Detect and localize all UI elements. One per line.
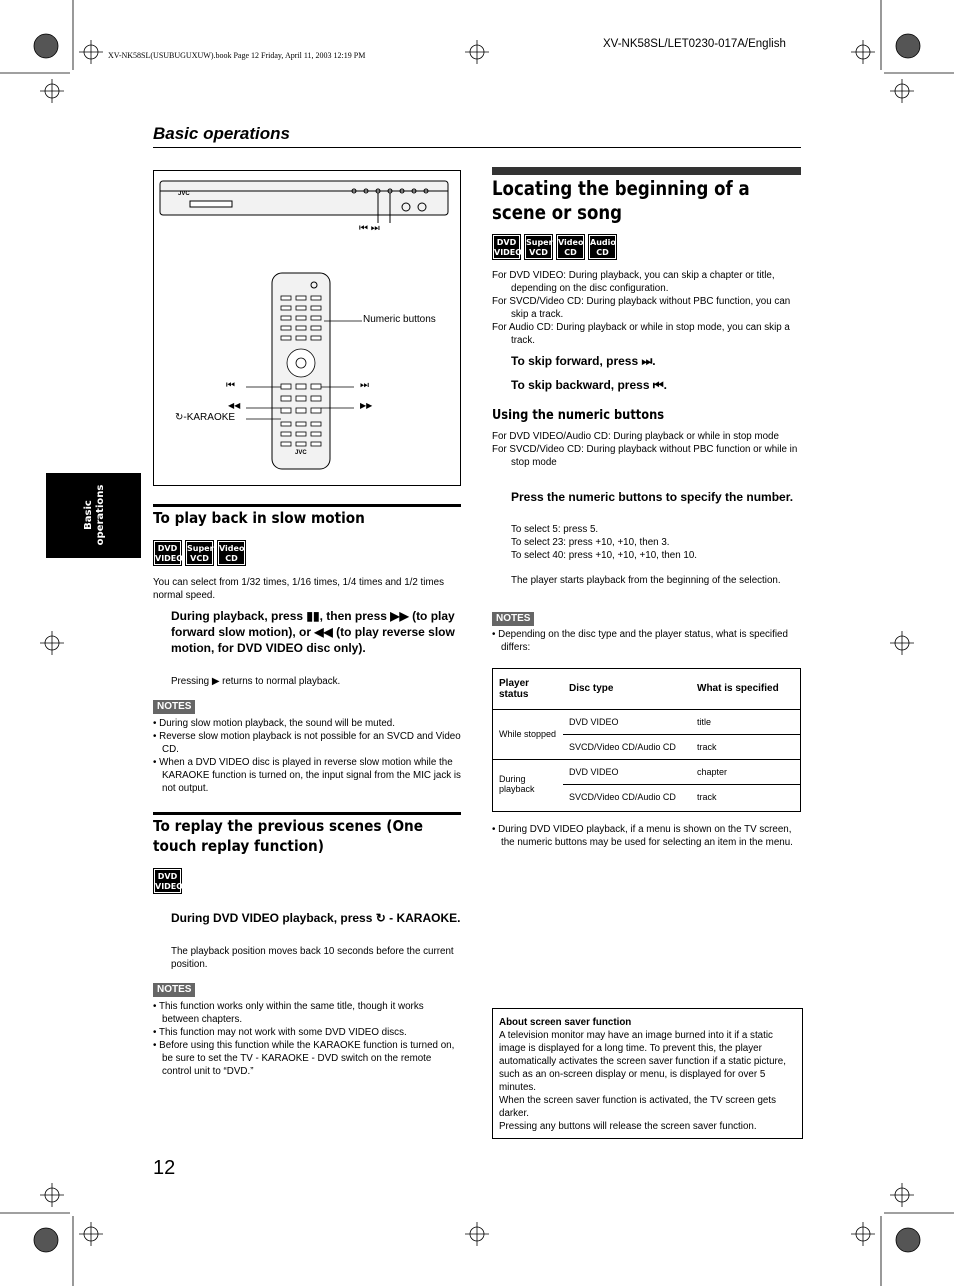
section-title: Basic operations xyxy=(153,124,290,143)
super-vcd-badge: Super VCD xyxy=(185,540,214,566)
intro-item: For Audio CD: During playback or while in stop mode, you can skip a track. xyxy=(492,322,790,346)
specified-table-box xyxy=(492,668,801,812)
remote-brand: JVC xyxy=(295,450,307,456)
side-tab xyxy=(46,473,141,558)
replay-badges xyxy=(153,868,185,899)
intro-item: For DVD VIDEO: During playback, you can skip a chapter or title, depending on the disc configuration. xyxy=(492,270,775,294)
note-item: • This function works only within the same title, though it works between chapters. xyxy=(153,1001,424,1025)
note-item: • During slow motion playback, the sound will be muted. xyxy=(153,718,395,729)
screensaver-box xyxy=(492,1008,803,1139)
note-item: • During DVD VIDEO playback, if a menu is shown on the TV screen, the numeric buttons may be used for selecting an item in the menu. xyxy=(492,824,793,848)
skip-backward-step: To skip backward, press ⏮. xyxy=(511,378,667,392)
screensaver-text3: Pressing any buttons will release the screen saver function. xyxy=(499,1121,757,1132)
table-cell: While stopped xyxy=(493,709,563,759)
doc-code: XV-NK58SL/LET0230-017A/English xyxy=(603,38,786,50)
slow-motion-intro: You can select from 1/32 times, 1/16 times, 1/4 times and 1/2 times normal speed. xyxy=(153,577,444,601)
dvd-video-badge: DVD VIDEO xyxy=(492,234,521,260)
locating-title: Locating the beginning of a scene or song xyxy=(492,177,750,224)
table-cell: DVD VIDEO xyxy=(563,759,691,784)
prev-label: ⏮ xyxy=(226,380,235,391)
table-cell: title xyxy=(691,709,800,734)
example-item: To select 23: press +10, +10, then 3. xyxy=(511,537,670,548)
table-header: Player status xyxy=(493,669,563,709)
table-cell: track xyxy=(697,791,717,802)
table-cell: track xyxy=(691,734,800,759)
locating-badges xyxy=(492,234,620,265)
slow-motion-step-note: Pressing ▶ returns to normal playback. xyxy=(171,676,341,687)
dvd-video-badge: DVD VIDEO xyxy=(153,868,182,894)
replay-icon: ↻ xyxy=(175,412,184,423)
table-header: What is specified xyxy=(691,669,800,709)
table-cell: SVCD/Video CD/Audio CD xyxy=(563,734,691,759)
screensaver-text2: When the screen saver function is activated, the TV screen gets darker. xyxy=(499,1095,776,1119)
ff-label: ▶▶ xyxy=(360,401,373,410)
rew-label: ◀◀ xyxy=(228,401,241,410)
replay-title: To replay the previous scenes (One touch replay function) xyxy=(153,817,424,855)
note-item: • Reverse slow motion playback is not possible for an SVCD and Video CD. xyxy=(153,731,461,755)
intro-item: For SVCD/Video CD: During playback without PBC function or while in stop mode xyxy=(492,444,798,468)
page-number: 12 xyxy=(153,1157,176,1179)
side-tab-label: Basic operations xyxy=(83,484,106,546)
specified-table xyxy=(493,669,800,809)
note-item: • When a DVD VIDEO disc is played in reverse slow motion while the KARAOKE function is turned on, the input signal from the MIC jack is not output. xyxy=(153,757,461,794)
locating-notes-tag: NOTES xyxy=(492,612,534,626)
numeric-buttons-label: Numeric buttons xyxy=(363,314,436,325)
example-item: To select 40: press +10, +10, +10, then 10. xyxy=(511,550,697,561)
replay-notes xyxy=(153,1000,463,1078)
locating-intro xyxy=(492,269,802,347)
table-cell: DVD VIDEO xyxy=(563,709,691,734)
note-item: • Depending on the disc type and the player status, what is specified differs: xyxy=(492,629,788,653)
book-info: XV-NK58SL(USUBUGUXUW).book Page 12 Friday, April 11, 2003 12:19 PM xyxy=(108,51,366,60)
dvd-video-badge: DVD VIDEO xyxy=(153,540,182,566)
table-row xyxy=(493,709,800,734)
example-item: To select 5: press 5. xyxy=(511,524,599,535)
skip-buttons-label: ⏮ ⏭ xyxy=(359,223,380,234)
slow-motion-notes-tag: NOTES xyxy=(153,700,195,714)
next-label: ⏭ xyxy=(360,380,369,391)
note-item: • This function may not work with some DVD VIDEO discs. xyxy=(153,1027,407,1038)
numeric-title: Using the numeric buttons xyxy=(492,408,665,423)
screensaver-title: About screen saver function xyxy=(499,1017,632,1028)
video-cd-badge: Video CD xyxy=(217,540,246,566)
replay-rule xyxy=(153,812,461,815)
karaoke-text: -KARAOKE xyxy=(183,412,236,423)
table-cell: SVCD/Video CD/Audio CD xyxy=(569,791,676,802)
slow-motion-badges xyxy=(153,540,249,571)
intro-item: For SVCD/Video CD: During playback without PBC function, you can skip a track. xyxy=(492,296,791,320)
note-item: • Before using this function while the KARAOKE function is turned on, be sure to set the TV - KARAOKE - DVD switch on the remote control unit to “DVD.” xyxy=(153,1040,455,1077)
player-brand: JVC xyxy=(178,191,190,197)
table-cell: During playback xyxy=(499,774,535,795)
numeric-result: The player starts playback from the beginning of the selection. xyxy=(511,575,781,586)
intro-item: For DVD VIDEO/Audio CD: During playback or while in stop mode xyxy=(492,431,779,442)
table-header: Disc type xyxy=(563,669,691,709)
numeric-examples xyxy=(511,523,801,587)
numeric-step: Press the numeric buttons to specify the number. xyxy=(511,490,794,504)
karaoke-label xyxy=(175,412,235,423)
video-cd-badge: Video CD xyxy=(556,234,585,260)
slow-motion-title: To play back in slow motion xyxy=(153,509,365,527)
numeric-intro xyxy=(492,430,802,469)
section-rule xyxy=(153,147,801,148)
locating-note1 xyxy=(492,628,802,654)
table-row xyxy=(493,759,800,784)
dvd-player-illustration xyxy=(154,171,460,485)
screensaver-text1: A television monitor may have an image burned into it if a static image is displayed for a long time. To prevent this, the player automatically activates the screen saver function if a static picture, such as an on-screen display or menu, is displayed for over 5 minutes. xyxy=(499,1030,786,1093)
slow-motion-step: During playback, press ▮▮, then press ▶▶ (to play forward slow motion), or ◀◀ (to play reverse slow motion, for DVD VIDEO disc only). xyxy=(171,609,455,655)
figure-box xyxy=(153,170,461,486)
locating-note2 xyxy=(492,823,802,849)
table-header-row xyxy=(493,669,800,709)
locating-rule xyxy=(492,167,801,175)
super-vcd-badge: Super VCD xyxy=(524,234,553,260)
skip-forward-step: To skip forward, press ⏭. xyxy=(511,354,656,368)
audio-cd-badge: Audio CD xyxy=(588,234,617,260)
slow-motion-notes xyxy=(153,717,463,795)
slow-motion-rule xyxy=(153,504,461,507)
table-cell: chapter xyxy=(691,759,800,784)
replay-step-note: The playback position moves back 10 seconds before the current position. xyxy=(171,946,454,970)
replay-notes-tag: NOTES xyxy=(153,983,195,997)
replay-step: During DVD VIDEO playback, press ↻ - KARAOKE. xyxy=(171,911,461,925)
